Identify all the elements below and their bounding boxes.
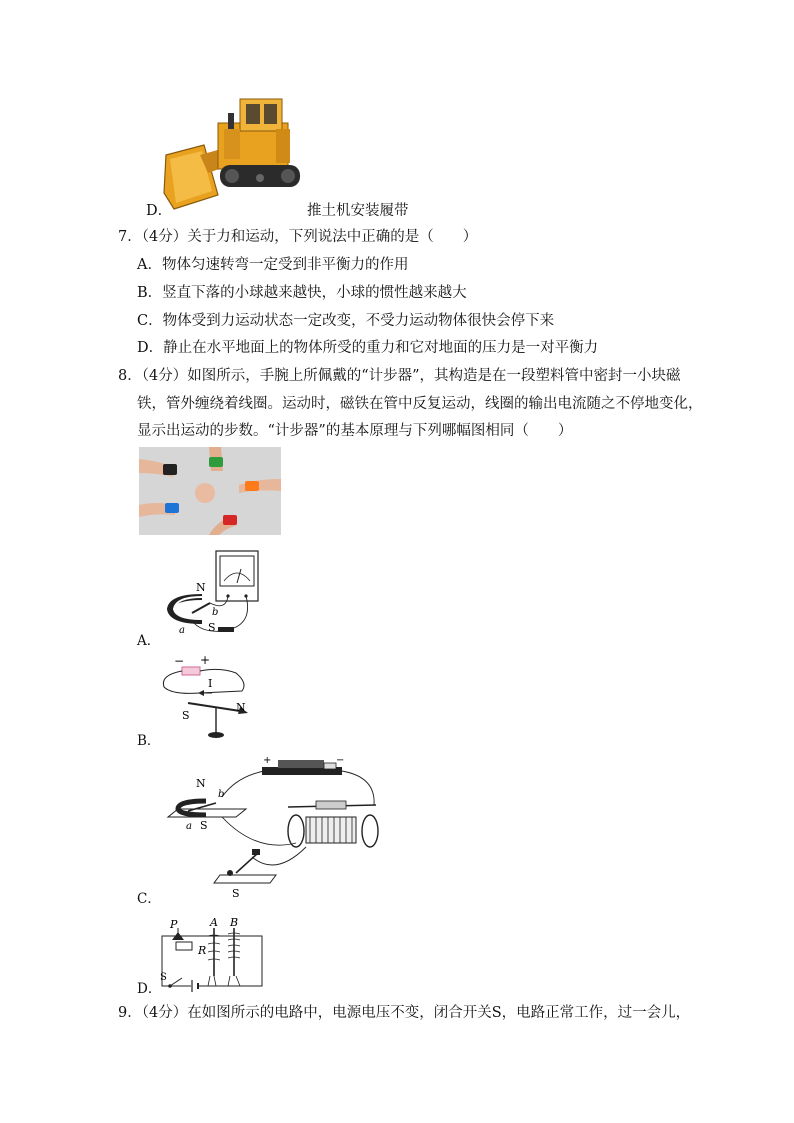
wristbands-icon xyxy=(139,447,281,535)
label-minus: − xyxy=(336,757,345,766)
label-plus: + xyxy=(263,757,272,766)
option-c-diagram xyxy=(166,757,386,901)
label-plus: + xyxy=(200,653,211,667)
label-current: I xyxy=(208,677,213,690)
option-a-diagram xyxy=(162,547,268,639)
q7-option-b: B．竖直下落的小球越来越快，小球的惯性越来越大 xyxy=(137,285,467,301)
q7-stem: 7．（4分）关于力和运动，下列说法中正确的是（ ） xyxy=(118,229,478,245)
option-d-diagram xyxy=(160,916,266,992)
q7-option-d: D．静止在水平地面上的物体所受的重力和它对地面的压力是一对平衡力 xyxy=(137,340,599,356)
q8-option-d: D． xyxy=(137,981,162,997)
q8-option-c: C． xyxy=(137,891,161,907)
label-a: A xyxy=(210,916,218,929)
label-n: N xyxy=(236,701,246,714)
label-a: a xyxy=(186,821,192,832)
label-b: b xyxy=(218,789,225,800)
label-r: R xyxy=(198,944,207,957)
label-n: N xyxy=(196,777,206,790)
label-p: P xyxy=(170,918,178,931)
q8-stem-line-1: 8．（4分）如图所示，手腕上所佩戴的“计步器”，其构造是在一段塑料管中密封一小块磁 xyxy=(118,368,681,384)
label-b: b xyxy=(212,607,219,618)
q8-option-b: B． xyxy=(137,733,161,749)
label-a: a xyxy=(179,625,185,636)
label-s: S xyxy=(200,819,208,832)
label-s: S xyxy=(182,709,190,722)
label-b: B xyxy=(230,916,239,929)
q8-stem-line-2: 铁，管外缠绕着线圈。运动时，磁铁在管中反复运动，线圈的输出电流随之不停地变化， xyxy=(137,396,703,412)
q7-option-c: C．物体受到力运动状态一定改变，不受力运动物体很快会停下来 xyxy=(137,313,555,329)
label-switch: S xyxy=(232,887,240,900)
pedometer-photo xyxy=(139,447,281,535)
q6-option-d-caption: 推土机安装履带 xyxy=(307,203,409,219)
label-s: S xyxy=(208,621,216,634)
option-b-diagram xyxy=(160,653,252,745)
q8-option-a: A． xyxy=(137,633,161,649)
label-minus: − xyxy=(174,654,185,668)
q7-option-a: A．物体匀速转弯一定受到非平衡力的作用 xyxy=(137,257,409,273)
bulldozer-icon xyxy=(160,93,310,215)
q6-option-d-letter: D． xyxy=(146,203,173,219)
q9-stem: 9．（4分）在如图所示的电路中，电源电压不变，闭合开关S，电路正常工作，过一会儿， xyxy=(118,1005,691,1021)
label-s: S xyxy=(160,972,167,983)
label-n: N xyxy=(196,581,206,594)
q8-stem-line-3: 显示出运动的步数。“计步器”的基本原理与下列哪幅图相同（ ） xyxy=(137,423,573,439)
bulldozer-image xyxy=(160,93,310,215)
